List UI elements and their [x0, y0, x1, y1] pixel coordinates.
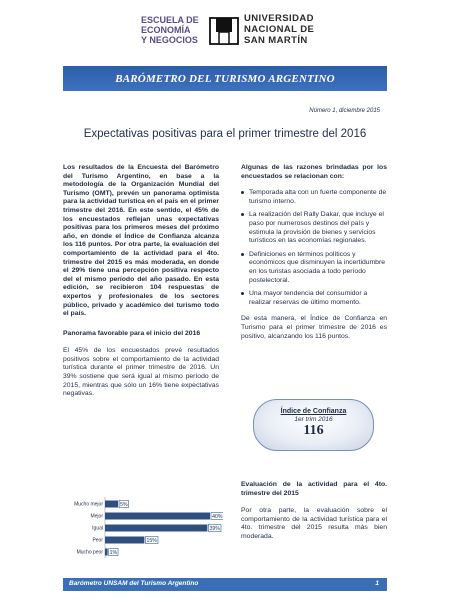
reason-item: Definiciones en términos políticos y económicos que disminuyen la incertidumbre en los turistas asociada a todo período postelectoral.	[241, 251, 387, 285]
issue-number: Número 1, diciembre 2015	[309, 108, 380, 114]
chart-category-label: Igual	[92, 525, 103, 532]
chart-category-label: Mucho peor	[76, 549, 103, 556]
section-paragraph: El 45% de los encuestados prevé resultados positivos sobre el comportamiento de la actividad turística durante el primer trimestre de 2016. Un 39% sostiene que será igual al mismo período de 2015, mientras que sólo un 16% tiene expectativas negativas.	[63, 347, 219, 398]
evaluation-paragraph: Por otra parte, la evaluación sobre el comportamiento de la actividad turística para el 4to. trimestre del 2015 resulta más bien moderada.	[241, 507, 387, 540]
chart-bar	[105, 525, 207, 532]
title-band	[63, 66, 387, 91]
confidence-index-badge	[253, 399, 374, 451]
expectations-bar-chart	[63, 497, 223, 559]
chart-value-label: 40%	[212, 514, 223, 520]
headline: Expectativas positivas para el primer trimestre del 2016	[83, 128, 367, 140]
chart-category-label: Mejor	[90, 513, 103, 520]
band-title: BARÓMETRO DEL TURISMO ARGENTINO	[115, 72, 335, 85]
school-line-3: Y NEGOCIOS	[141, 35, 198, 45]
page-number: 1	[375, 580, 379, 587]
university-line-2: NACIONAL DE	[244, 24, 315, 35]
chart-bar	[105, 513, 210, 520]
badge-title: Índice de Confianza	[280, 408, 347, 415]
school-line-1: ESCUELA DE	[141, 15, 199, 25]
reasons-list	[241, 189, 387, 307]
chart-value-label: 5%	[120, 502, 128, 508]
chart-category-label: Mucho mejor	[74, 501, 103, 508]
badge-value: 116	[303, 423, 324, 438]
chart-value-label: 15%	[146, 538, 157, 544]
reasons-intro: Algunas de las razones brindadas por los encuestados se relacionan con:	[241, 164, 387, 180]
evaluation-section	[241, 481, 387, 542]
school-line-2: ECONOMÍA	[141, 25, 191, 35]
university-emblem-icon	[209, 17, 239, 45]
chart-category-label: Peor	[92, 537, 103, 544]
chart-value-label: 39%	[209, 526, 220, 532]
university-logo-text	[244, 13, 364, 46]
chart-bar	[105, 537, 144, 544]
conclusion-paragraph: De esta manera, el Índice de Confianza en Turismo para el primer trimestre de 2016 es positivo, alcanzando los 116 puntos.	[241, 315, 387, 340]
left-column	[63, 164, 219, 399]
section-title: Panorama favorable para el inicio del 2016	[63, 329, 201, 337]
reason-item: Una mayor tendencia del consumidor a realizar reservas de último momento.	[241, 290, 387, 307]
school-logo	[141, 15, 201, 45]
reason-item: La realización del Rally Dakar, que incluye el paso por numerosos destinos del país y estimula la provisión de bienes y servicios turísticos en las economías regionales.	[241, 211, 387, 245]
university-line-1: UNIVERSIDAD	[244, 13, 314, 24]
evaluation-title: Evaluación de la actividad para el 4to. trimestre del 2015	[241, 481, 387, 497]
university-line-3: SAN MARTÍN	[244, 35, 308, 46]
right-column	[241, 164, 387, 341]
chart-bar	[105, 549, 108, 556]
badge-period: 1er trim 2016	[294, 416, 333, 423]
chart-value-label: 1%	[109, 550, 118, 556]
chart-bar	[105, 501, 118, 508]
intro-paragraph: Los resultados de la Encuesta del Barómetro del Turismo Argentino, en base a la metodología de la Organización Mundial del Turismo (OMT), prevén un panorama optimista para la actividad turística en el país en el primer trimestre del 2016. En este sentido, el 45% de los encuestados reflejan unas expectativas positivas para los primeros meses del próximo año, en donde el Índice de Confianza alcanza los 116 puntos. Por otra parte, la evaluación del comportamiento de la actividad para el 4to. trimestre del 2015 es más moderada, en donde el 29% tiene una percepción positiva respecto del el mismo período del año pasado. En esta edición, se recibieron 104 respuestas de expertos y profesionales de los sectores público, privado y académico del turismo todo el país.	[63, 164, 219, 318]
footer-bar	[63, 578, 387, 591]
footer-title: Barómetro UNSAM del Turismo Argentino	[69, 580, 199, 587]
reason-item: Temporada alta con un fuerte componente de turismo interno.	[241, 189, 387, 206]
